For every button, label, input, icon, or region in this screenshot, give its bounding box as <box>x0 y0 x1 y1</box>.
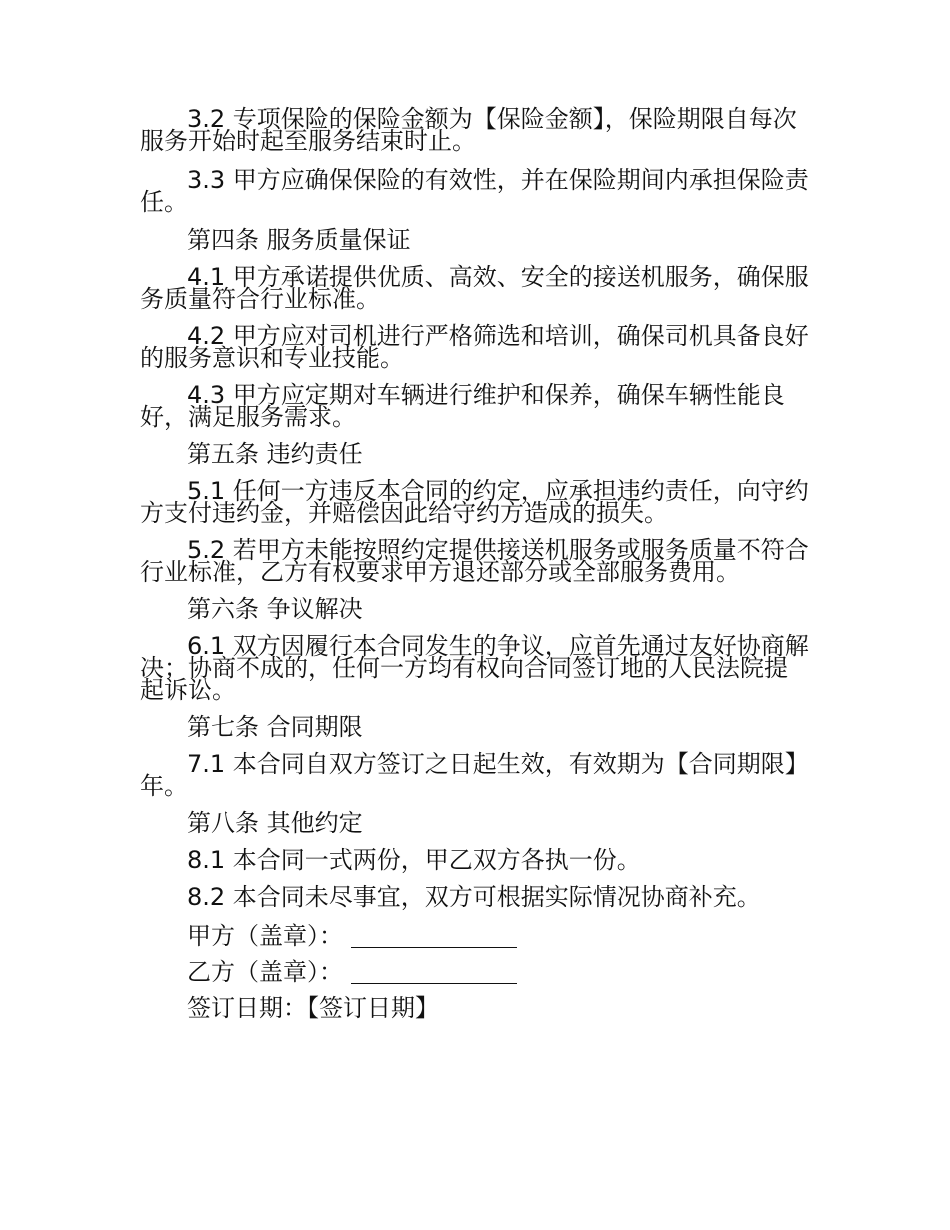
party-b-blank <box>351 959 517 984</box>
clause-5-2: 5.2 若甲方未能按照约定提供接送机服务或服务质量不符合行业标准，乙方有权要求甲方退还部分或全部服务费用。 <box>140 536 809 586</box>
signing-date: 签订日期：【签订日期】 <box>187 994 439 1022</box>
party-a-blank <box>351 923 517 948</box>
party-b-signature-line <box>187 959 517 984</box>
clause-7-1: 7.1 本合同自双方签订之日起生效，有效期为【合同期限】年。 <box>140 750 809 800</box>
clause-4-3: 4.3 甲方应定期对车辆进行维护和保养，确保车辆性能良好，满足服务需求。 <box>140 381 785 431</box>
party-b-label: 乙方（盖章）： <box>187 958 343 986</box>
party-a-label: 甲方（盖章）： <box>187 922 343 950</box>
clause-4-1: 4.1 甲方承诺提供优质、高效、安全的接送机服务，确保服务质量符合行业标准。 <box>140 263 809 313</box>
article-7-heading: 第七条 合同期限 <box>187 713 363 741</box>
clause-3-3: 3.3 甲方应确保保险的有效性，并在保险期间内承担保险责任。 <box>140 166 809 216</box>
party-a-signature-line <box>187 923 517 948</box>
article-8-heading: 第八条 其他约定 <box>187 809 363 837</box>
article-5-heading: 第五条 违约责任 <box>187 440 363 468</box>
clause-8-2: 8.2 本合同未尽事宜，双方可根据实际情况协商补充。 <box>187 883 761 911</box>
clause-5-1: 5.1 任何一方违反本合同的约定，应承担违约责任，向守约方支付违约金，并赔偿因此给守约方造成的损失。 <box>140 477 809 527</box>
clause-3-2: 3.2 专项保险的保险金额为【保险金额】，保险期限自每次服务开始时起至服务结束时止。 <box>140 105 797 155</box>
clause-8-1: 8.1 本合同一式两份，甲乙双方各执一份。 <box>187 846 641 874</box>
article-4-heading: 第四条 服务质量保证 <box>187 226 411 254</box>
clause-6-1: 6.1 双方因履行本合同发生的争议，应首先通过友好协商解决；协商不成的，任何一方均有权向合同签订地的人民法院提起诉讼。 <box>140 632 809 704</box>
clause-4-2: 4.2 甲方应对司机进行严格筛选和培训，确保司机具备良好的服务意识和专业技能。 <box>140 322 809 372</box>
article-6-heading: 第六条 争议解决 <box>187 595 363 623</box>
